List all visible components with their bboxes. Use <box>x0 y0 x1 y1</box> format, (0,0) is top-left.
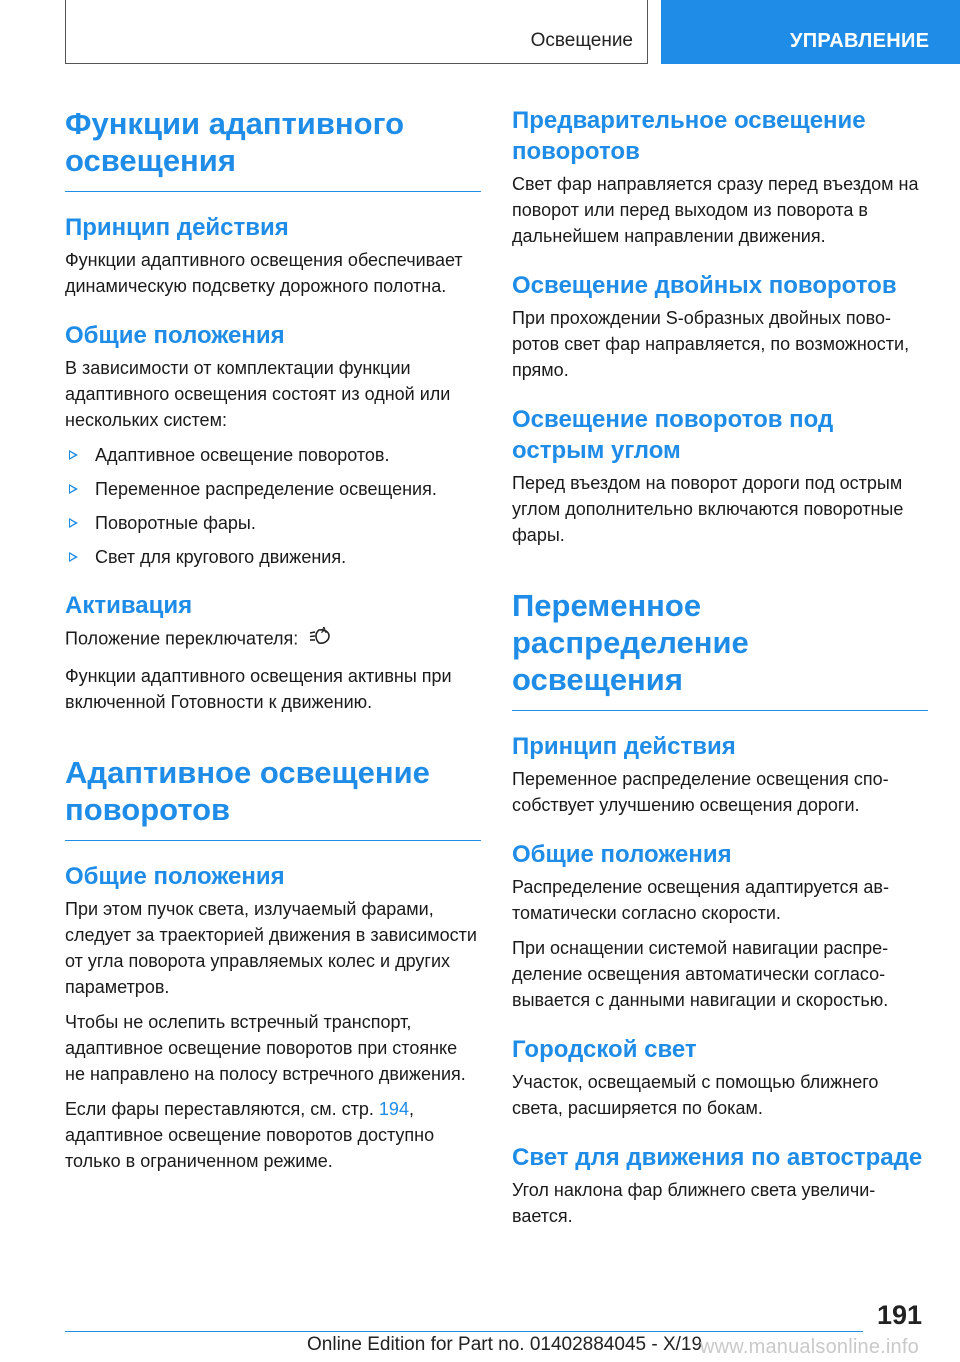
list-item: Поворотные фары. <box>65 510 481 536</box>
triangle-bullet-icon <box>69 518 78 528</box>
paragraph: В зависимости от комплектации функции адаптивного освещения состоят из одной или нескольких систем: <box>65 358 451 430</box>
header-section-box <box>65 0 648 64</box>
heading-variable-distribution: Переменное распределение освещения <box>512 588 749 697</box>
triangle-bullet-icon <box>69 450 78 460</box>
paragraph: Чтобы не ослепить встречный транспорт, адаптивное освещение поворотов при стоянке не направлено на полосу встречного движения. <box>65 1012 466 1084</box>
heading-adaptive-curve-light: Адаптивное освещение поворотов <box>65 755 430 827</box>
paragraph: При этом пучок света, излучаемый фарами, следует за траекторией движения в зависимости от угла поворота управляемых колес и других параметров. <box>65 899 477 997</box>
triangle-bullet-icon <box>69 552 78 562</box>
list-item: Переменное распределение освещения. <box>65 476 481 502</box>
subheading-highway-light: Свет для движения по автостраде <box>512 1144 923 1171</box>
list-item: Свет для кругового движения. <box>65 544 481 570</box>
paragraph: Функции адаптивного освещения активны при включенной Готовности к движению. <box>65 666 452 712</box>
left-column <box>65 105 481 1183</box>
subheading-pre-curve: Предварительное освещение поворотов <box>512 107 866 165</box>
page-number: 191 <box>877 1300 923 1330</box>
right-column <box>512 105 928 1238</box>
paragraph: Угол наклона фар ближнего света увеличивается. <box>512 1180 876 1226</box>
heading-adaptive-lighting: Функции адаптивного освещения <box>65 106 405 178</box>
watermark: www.manualsonline.info <box>700 1336 919 1358</box>
heading-rule <box>65 840 481 841</box>
subheading-principle: Принцип действия <box>512 733 736 760</box>
list-item: Адаптивное освещение поворотов. <box>65 442 481 468</box>
subheading-general: Общие положения <box>65 322 285 349</box>
footer-edition: Online Edition for Part no. 01402884045 - X/19 <box>307 1334 703 1355</box>
header-section-title: Освещение <box>530 30 633 51</box>
paragraph: Распределение освещения адаптируется автоматически согласно скорости. <box>512 877 889 923</box>
paragraph: Функции адаптивного освещения обеспечивает динамическую подсветку дорожного полотна. <box>65 250 463 296</box>
subheading-activation: Активация <box>65 592 193 619</box>
subheading-city-light: Городской свет <box>512 1036 697 1063</box>
svg-text:A: A <box>321 626 328 635</box>
paragraph: При прохождении S-образных двойных поворотов свет фар направляется, по возможности, прямо. <box>512 308 910 380</box>
paragraph: Положение переключателя: A <box>65 625 481 654</box>
subheading-principle: Принцип действия <box>65 214 289 241</box>
paragraph: Участок, освещаемый с помощью ближнего света, расширяется по бокам. <box>512 1072 879 1118</box>
paragraph: Переменное распределение освещения способствует улучшению освещения дороги. <box>512 769 889 815</box>
systems-list <box>65 442 481 570</box>
paragraph: Свет фар направляется сразу перед въездом на поворот или перед выходом из поворота в дальнейшем направлении движения. <box>512 174 919 246</box>
heading-rule <box>512 710 928 711</box>
auto-headlight-icon <box>308 625 334 654</box>
footer-rule <box>65 1331 863 1332</box>
subheading-double-curve: Освещение двойных поворотов <box>512 272 897 299</box>
paragraph: При оснащении системой навигации распределение освещения автоматически согласовывается с данными навигации и скоростью. <box>512 938 889 1010</box>
page-reference-link[interactable]: 194 <box>378 1099 409 1119</box>
paragraph: Перед въездом на поворот дороги под острым углом дополнительно включаются поворотные фары. <box>512 473 904 545</box>
subheading-acute-curve: Освещение поворотов под острым углом <box>512 406 834 464</box>
heading-rule <box>65 191 481 192</box>
header-chapter-tab: УПРАВЛЕНИЕ <box>661 0 960 64</box>
subheading-general: Общие положения <box>512 841 732 868</box>
subheading-general: Общие положения <box>65 863 285 890</box>
triangle-bullet-icon <box>69 484 78 494</box>
paragraph: Если фары переставляются, см. стр. 194, адаптивное освещение поворотов доступно только в ограниченном режиме. <box>65 1099 435 1171</box>
